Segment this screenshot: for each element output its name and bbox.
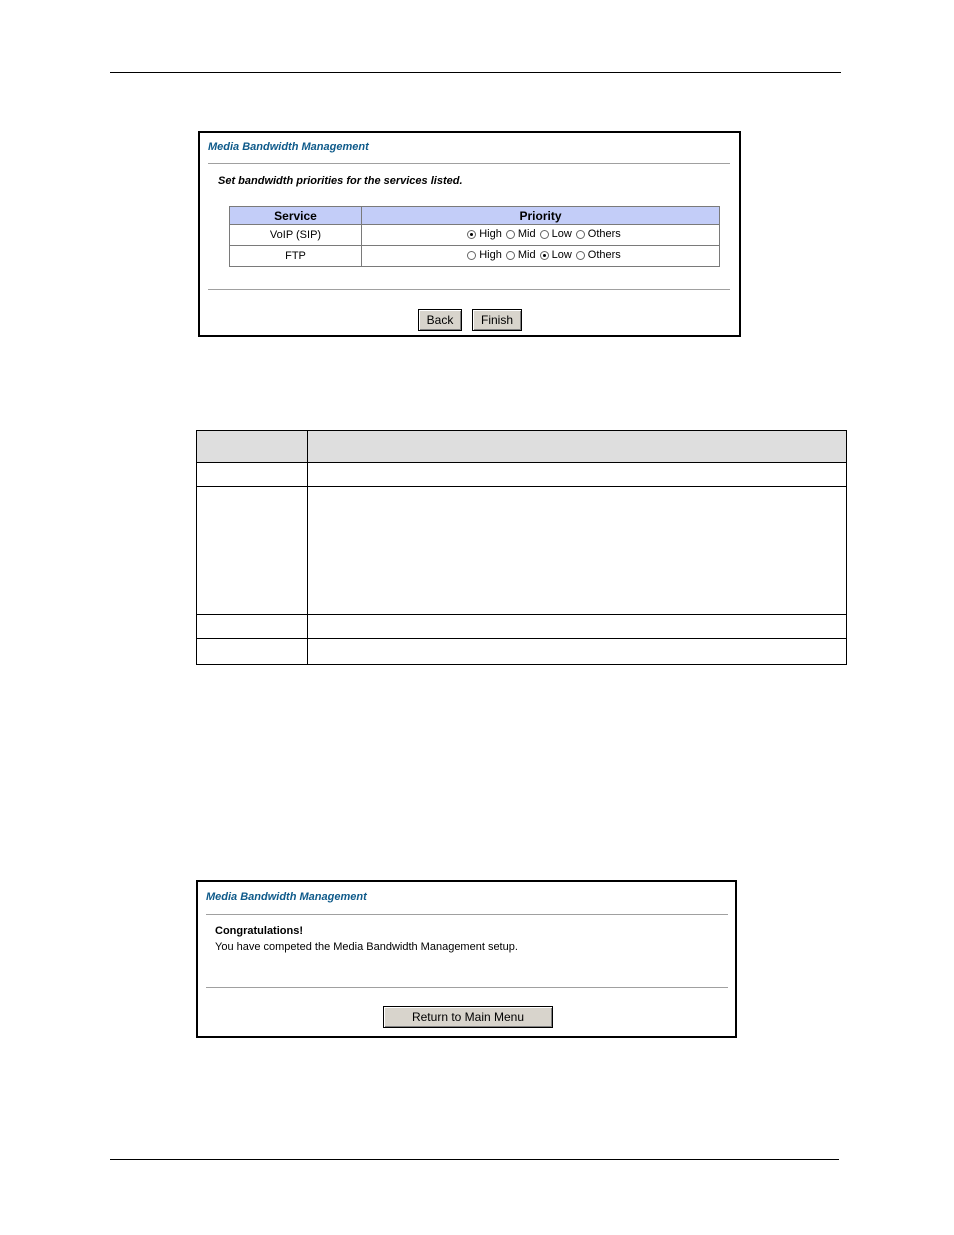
priority-cell: [362, 225, 720, 246]
table-header-row: [230, 207, 720, 225]
return-to-main-menu-button[interactable]: Return to Main Menu: [383, 1006, 553, 1028]
radio-option-others[interactable]: Others: [576, 249, 621, 261]
service-cell: FTP: [230, 246, 362, 267]
priority-radio-group: [467, 249, 621, 261]
table-row: [230, 225, 720, 246]
title-separator: [208, 163, 730, 164]
column-divider: [307, 431, 308, 664]
panel-title: Media Bandwidth Management: [206, 891, 367, 903]
row-divider: [197, 486, 846, 487]
table-row: [230, 246, 720, 267]
radio-button[interactable]: [506, 230, 515, 239]
radio-button[interactable]: [467, 230, 476, 239]
column-header-service: Service: [230, 207, 362, 225]
title-separator: [206, 914, 728, 915]
priority-cell: [362, 246, 720, 267]
footer-separator: [208, 289, 730, 290]
footer-rule: [110, 1159, 839, 1160]
service-cell: VoIP (SIP): [230, 225, 362, 246]
header-rule: [110, 72, 841, 73]
priority-radio-group: [467, 228, 621, 240]
row-divider: [197, 462, 846, 463]
radio-option-others[interactable]: Others: [576, 228, 621, 240]
back-button[interactable]: Back: [418, 309, 462, 331]
radio-button[interactable]: [576, 251, 585, 260]
table-header-band: [197, 431, 846, 462]
congratulations-heading: Congratulations!: [215, 925, 303, 937]
radio-button[interactable]: [467, 251, 476, 260]
completion-message: You have competed the Media Bandwidth Management setup.: [215, 941, 518, 953]
priority-table: [229, 206, 720, 267]
setup-complete-panel: [196, 880, 737, 1038]
finish-button[interactable]: Finish: [472, 309, 522, 331]
bandwidth-priority-panel: [198, 131, 741, 337]
instruction-text: Set bandwidth priorities for the services listed.: [218, 175, 463, 187]
radio-button[interactable]: [576, 230, 585, 239]
radio-button[interactable]: [540, 230, 549, 239]
radio-option-low[interactable]: Low: [540, 228, 572, 240]
panel-title: Media Bandwidth Management: [208, 141, 369, 153]
radio-option-high[interactable]: High: [467, 228, 502, 240]
radio-option-mid[interactable]: Mid: [506, 249, 536, 261]
radio-option-mid[interactable]: Mid: [506, 228, 536, 240]
row-divider: [197, 614, 846, 615]
row-divider: [197, 638, 846, 639]
radio-button[interactable]: [540, 251, 549, 260]
column-header-priority: Priority: [362, 207, 720, 225]
footer-separator: [206, 987, 728, 988]
field-description-table: [196, 430, 847, 665]
radio-option-high[interactable]: High: [467, 249, 502, 261]
radio-option-low[interactable]: Low: [540, 249, 572, 261]
radio-button[interactable]: [506, 251, 515, 260]
